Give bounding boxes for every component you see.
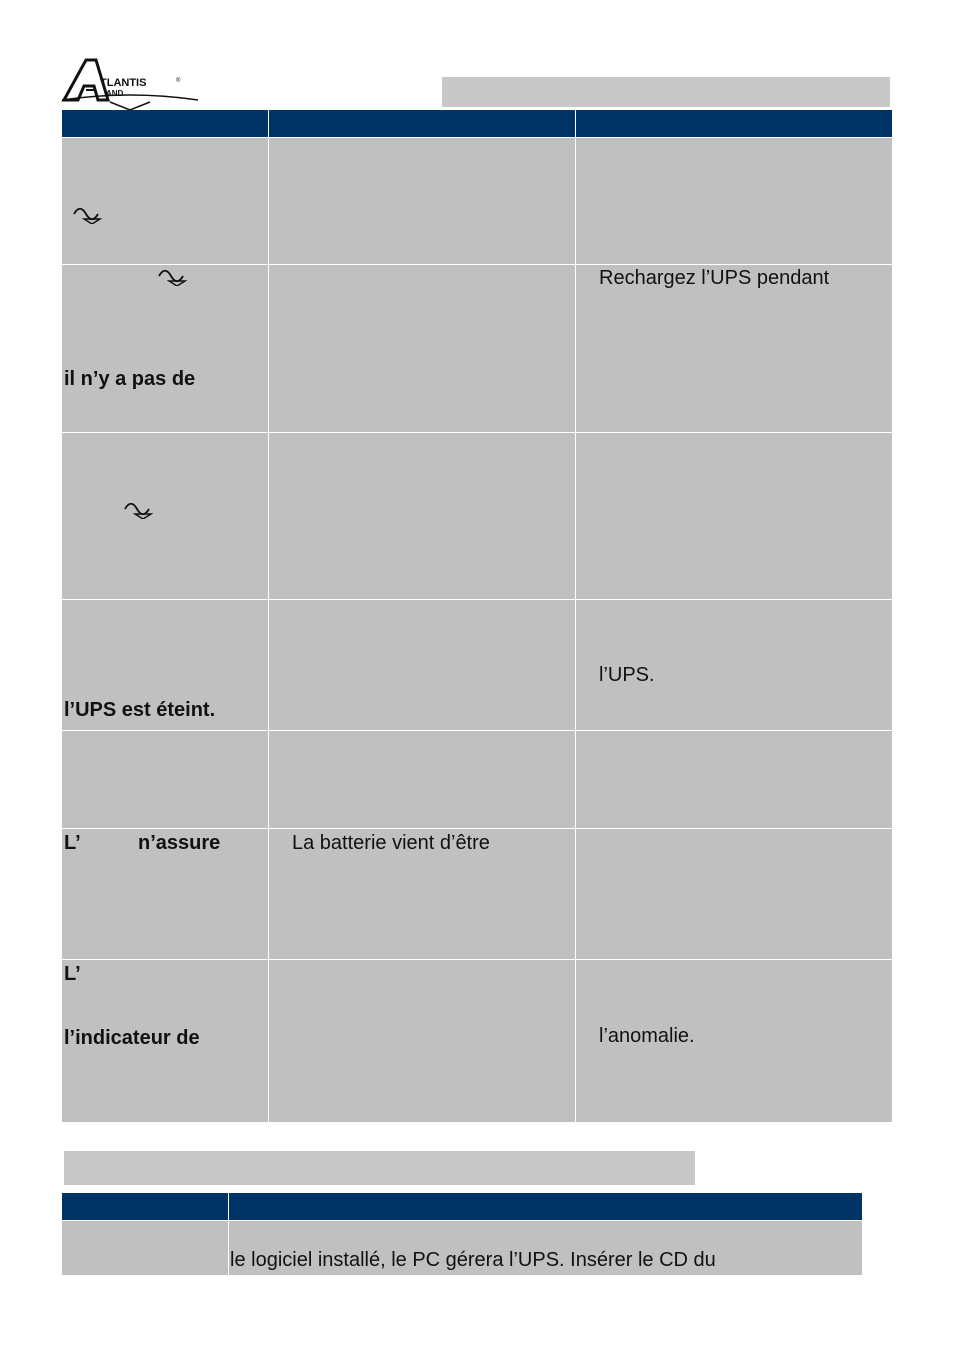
table-row xyxy=(62,1220,862,1275)
table-cell xyxy=(576,730,892,828)
table-cell xyxy=(576,828,892,959)
sine-wave-icon xyxy=(157,270,187,286)
table-row xyxy=(62,432,892,599)
header-cell-solution xyxy=(576,110,892,137)
table-cell xyxy=(62,137,269,264)
table-cell xyxy=(269,599,576,730)
brand-reg-mark: ® xyxy=(176,78,181,84)
table-header-row xyxy=(62,110,892,137)
table-header-row xyxy=(62,1193,862,1220)
cause-text: La batterie vient d’être xyxy=(292,832,490,854)
section-title-bar xyxy=(64,1151,695,1185)
brand-bottom-text: AND xyxy=(106,89,124,98)
solution-text: l’anomalie. xyxy=(599,1025,695,1047)
table-cell xyxy=(269,432,576,599)
table-cell xyxy=(576,137,892,264)
software-description-text: le logiciel installé, le PC gérera l’UPS. Insérer le CD du xyxy=(230,1249,716,1271)
table-cell xyxy=(62,432,269,599)
problem-text-start: L’ xyxy=(64,832,81,854)
table-row xyxy=(62,730,892,828)
table-cell xyxy=(576,432,892,599)
header-cell xyxy=(62,1193,229,1220)
table-cell xyxy=(62,264,269,432)
table-cell xyxy=(62,1220,229,1275)
header-cell xyxy=(229,1193,862,1220)
troubleshooting-table xyxy=(62,110,892,1122)
header-cell-cause xyxy=(269,110,576,137)
table-cell xyxy=(62,828,269,959)
table-cell xyxy=(576,264,892,432)
sine-wave-icon xyxy=(72,208,102,224)
problem-text: il n’y a pas de xyxy=(64,368,196,390)
table-cell xyxy=(229,1220,862,1275)
table-row xyxy=(62,264,892,432)
table-cell xyxy=(576,959,892,1122)
solution-text: l’UPS. xyxy=(599,664,655,686)
header-bar xyxy=(442,77,890,107)
problem-text: l’UPS est éteint. xyxy=(64,699,216,721)
software-table xyxy=(62,1193,862,1275)
header-cell-problem xyxy=(62,110,269,137)
table-cell xyxy=(269,137,576,264)
table-cell xyxy=(269,959,576,1122)
table-cell xyxy=(62,599,269,730)
brand-top-text: TLANTIS xyxy=(100,77,147,89)
table-row xyxy=(62,599,892,730)
table-cell xyxy=(62,959,269,1122)
table-cell xyxy=(269,264,576,432)
table-cell xyxy=(269,828,576,959)
solution-text: Rechargez l’UPS pendant xyxy=(599,267,830,289)
table-row xyxy=(62,137,892,264)
table-row xyxy=(62,828,892,959)
sine-wave-icon xyxy=(123,503,153,519)
problem-text-end: n’assure xyxy=(138,832,221,854)
table-cell xyxy=(576,599,892,730)
problem-text: l’indicateur de xyxy=(64,1027,200,1049)
problem-text-start: L’ xyxy=(64,963,81,985)
table-cell xyxy=(269,730,576,828)
table-row xyxy=(62,959,892,1122)
atlantis-land-logo xyxy=(60,56,200,112)
table-cell xyxy=(62,730,269,828)
